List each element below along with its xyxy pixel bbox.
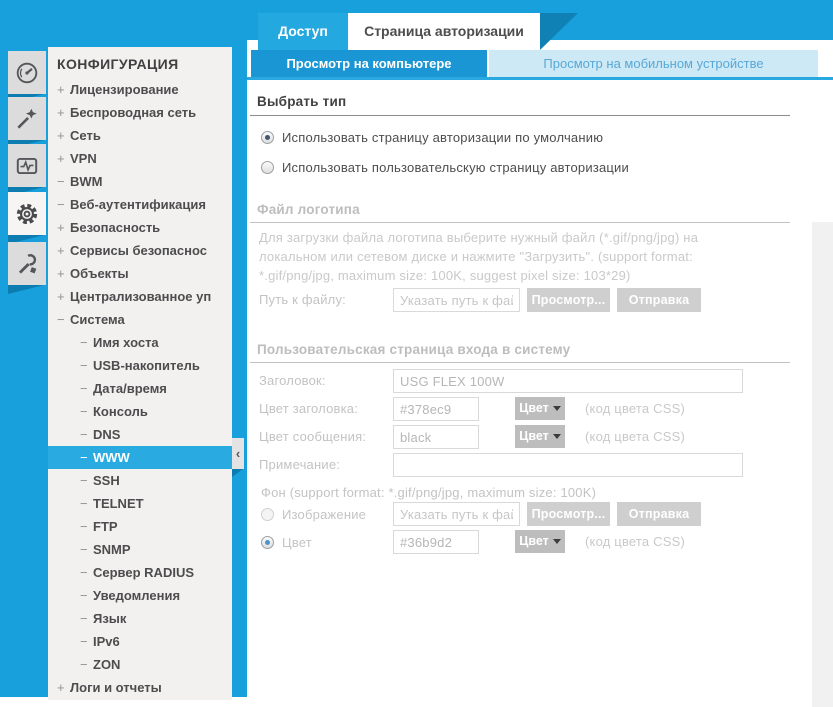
- sidebar-item-label: Дата/время: [93, 381, 167, 396]
- sidebar-item[interactable]: [48, 354, 232, 377]
- subtab-desktop-view[interactable]: Просмотр на компьютере: [251, 50, 487, 77]
- sidebar-item-label: VPN: [70, 151, 97, 166]
- dropdown-arrow-icon: [553, 539, 561, 544]
- upload-button[interactable]: Отправка: [617, 288, 701, 312]
- sidebar-item[interactable]: [48, 216, 232, 239]
- option-custom-auth-page[interactable]: [261, 160, 629, 175]
- sidebar-item[interactable]: [48, 400, 232, 423]
- option-label: Использовать пользовательскую страницу авторизации: [282, 160, 629, 175]
- expand-collapse-icon[interactable]: +: [57, 243, 65, 258]
- sidebar-item[interactable]: [48, 285, 232, 308]
- sidebar-item[interactable]: [48, 331, 232, 354]
- sidebar-item-label: Сервер RADIUS: [93, 565, 194, 580]
- background-color-input[interactable]: [393, 530, 479, 554]
- sidebar-item-label: Объекты: [70, 266, 129, 281]
- tab-auth-page[interactable]: Страница авторизации: [348, 13, 540, 50]
- expand-collapse-icon[interactable]: −: [80, 335, 88, 350]
- expand-collapse-icon[interactable]: +: [57, 151, 65, 166]
- nav-tile-monitor[interactable]: [8, 144, 46, 187]
- expand-collapse-icon[interactable]: +: [57, 266, 65, 281]
- sidebar-item-label: SNMP: [93, 542, 131, 557]
- magic-wand-icon: [14, 106, 40, 132]
- nav-tile-configuration[interactable]: [8, 192, 46, 235]
- sidebar-item[interactable]: [48, 676, 232, 699]
- expand-collapse-icon[interactable]: −: [80, 358, 88, 373]
- sidebar-item-label: Беспроводная сеть: [70, 105, 197, 120]
- sidebar-item-label: ZON: [93, 657, 121, 672]
- sidebar-item-selected[interactable]: [48, 446, 232, 469]
- sidebar-item[interactable]: [48, 492, 232, 515]
- maintenance-icon: [14, 251, 40, 277]
- sidebar-menu: [48, 47, 232, 700]
- option-background-image[interactable]: [261, 507, 366, 522]
- sidebar-item[interactable]: [48, 584, 232, 607]
- sidebar-item-label: Консоль: [93, 404, 148, 419]
- option-label: Цвет: [282, 535, 312, 550]
- radio-background-color-selected[interactable]: [261, 536, 274, 549]
- expand-collapse-icon[interactable]: −: [57, 312, 65, 327]
- sidebar-item[interactable]: [48, 469, 232, 492]
- sidebar-item[interactable]: [48, 170, 232, 193]
- option-default-auth-page[interactable]: [261, 130, 603, 145]
- background-color-picker-button[interactable]: Цвет: [515, 530, 565, 553]
- sidebar-item-label: TELNET: [93, 496, 144, 511]
- title-color-label: Цвет заголовка:: [259, 401, 359, 416]
- gear-icon: [13, 200, 41, 228]
- section-divider: [250, 115, 790, 116]
- sidebar-item-label: Безопасность: [70, 220, 161, 235]
- radio-background-image[interactable]: [261, 508, 274, 521]
- expand-collapse-icon[interactable]: −: [80, 565, 88, 580]
- note-label: Примечание:: [259, 457, 341, 472]
- expand-collapse-icon[interactable]: +: [57, 128, 65, 143]
- sidebar-item-label: Система: [70, 312, 125, 327]
- sidebar-item[interactable]: [48, 653, 232, 676]
- sidebar-item-label: Веб-аутентификация: [70, 197, 206, 212]
- sidebar-item[interactable]: [48, 630, 232, 653]
- sidebar-item[interactable]: [48, 377, 232, 400]
- sidebar-item[interactable]: [48, 124, 232, 147]
- expand-collapse-icon[interactable]: +: [57, 105, 65, 120]
- sidebar-item-label: Централизованное уп: [70, 289, 212, 304]
- tab-access[interactable]: Доступ: [258, 13, 348, 50]
- sidebar-item-label: IPv6: [93, 634, 120, 649]
- section-select-type-title: Выбрать тип: [257, 94, 347, 109]
- chevron-left-icon: ‹: [235, 446, 241, 461]
- expand-collapse-icon[interactable]: −: [80, 381, 88, 396]
- sidebar-item[interactable]: [48, 607, 232, 630]
- section-divider: [250, 362, 790, 363]
- sidebar-item[interactable]: [48, 147, 232, 170]
- expand-collapse-icon[interactable]: +: [57, 82, 65, 97]
- page-title-input[interactable]: [393, 369, 743, 393]
- expand-collapse-icon[interactable]: −: [80, 588, 88, 603]
- expand-collapse-icon[interactable]: −: [80, 519, 88, 534]
- expand-collapse-icon[interactable]: +: [57, 680, 65, 695]
- browse-button[interactable]: Просмотр...: [527, 502, 610, 526]
- expand-collapse-icon[interactable]: −: [80, 542, 88, 557]
- expand-collapse-icon[interactable]: −: [57, 197, 65, 212]
- option-background-color[interactable]: [261, 535, 312, 550]
- message-color-input[interactable]: [393, 425, 479, 449]
- sidebar-item-list: [48, 78, 232, 699]
- expand-collapse-icon[interactable]: −: [80, 427, 88, 442]
- browse-button[interactable]: Просмотр...: [527, 288, 610, 312]
- sidebar-item-label: BWM: [70, 174, 103, 189]
- sidebar-collapse-button[interactable]: [232, 438, 244, 469]
- sidebar-item-label: Имя хоста: [93, 335, 159, 350]
- sidebar-item-label: Лицензирование: [70, 82, 179, 97]
- css-code-note: (код цвета CSS): [585, 534, 686, 549]
- sidebar-item[interactable]: [48, 193, 232, 216]
- sidebar-item[interactable]: [48, 423, 232, 446]
- sidebar-title: КОНФИГУРАЦИЯ: [57, 56, 179, 72]
- monitor-pulse-icon: [14, 153, 40, 179]
- expand-collapse-icon[interactable]: −: [80, 496, 88, 511]
- main-content: [247, 80, 833, 707]
- expand-collapse-icon[interactable]: −: [80, 450, 88, 465]
- background-image-path-input[interactable]: [393, 502, 520, 526]
- nav-tile-dashboard[interactable]: [8, 51, 46, 94]
- expand-collapse-icon[interactable]: −: [57, 174, 65, 189]
- nav-tile-wizard[interactable]: [8, 97, 46, 140]
- title-color-picker-button[interactable]: Цвет: [515, 397, 565, 420]
- title-color-input[interactable]: [393, 397, 479, 421]
- logo-file-description: Для загрузки файла логотипа выберите нужный файл (*.gif/png/jpg) на локальном или сетевом диске и нажмите "Загрузить". (support format: *.gif/png/jpg, maximum size: 100K, suggest pixel size: 103*29): [259, 230, 699, 283]
- file-path-label: Путь к файлу:: [259, 292, 346, 307]
- collapse-fold-shadow: [232, 469, 243, 477]
- sidebar-item-label: Сеть: [70, 128, 101, 143]
- tab-fold-shadow: [540, 13, 578, 50]
- background-label: Фон (support format: *.gif/png/jpg, maximum size: 100K): [261, 485, 597, 500]
- option-label: Изображение: [282, 507, 367, 522]
- expand-collapse-icon[interactable]: −: [80, 657, 88, 672]
- sidebar-item[interactable]: [48, 262, 232, 285]
- message-color-picker-button[interactable]: Цвет: [515, 425, 565, 448]
- css-code-note: (код цвета CSS): [585, 401, 686, 416]
- sidebar-item[interactable]: [48, 78, 232, 101]
- logo-file-path-input[interactable]: [393, 288, 520, 312]
- upload-button[interactable]: Отправка: [617, 502, 701, 526]
- nav-tile-maintenance[interactable]: [8, 242, 46, 285]
- dropdown-arrow-icon: [553, 434, 561, 439]
- sidebar-item-label: USB-накопитель: [93, 358, 200, 373]
- sidebar-item-label: DNS: [93, 427, 121, 442]
- sidebar-item-label: SSH: [93, 473, 120, 488]
- gauge-icon: [14, 60, 40, 86]
- sidebar-item-label: WWW: [93, 450, 130, 465]
- sidebar-item-label: Сервисы безопаснос: [70, 243, 207, 258]
- expand-collapse-icon[interactable]: +: [57, 289, 65, 304]
- expand-collapse-icon[interactable]: −: [80, 634, 88, 649]
- section-logo-file-title: Файл логотипа: [257, 202, 360, 217]
- note-input[interactable]: [393, 453, 743, 477]
- expand-collapse-icon[interactable]: −: [80, 611, 88, 626]
- sidebar-item-label: Язык: [93, 611, 127, 626]
- sidebar-item[interactable]: [48, 538, 232, 561]
- page-title-label: Заголовок:: [259, 373, 326, 388]
- sidebar-item-label: Логи и отчеты: [70, 680, 162, 695]
- message-color-label: Цвет сообщения:: [259, 429, 367, 444]
- radio-default-auth-selected[interactable]: [261, 131, 274, 144]
- sidebar-item[interactable]: [48, 101, 232, 124]
- radio-custom-auth[interactable]: [261, 161, 274, 174]
- option-label: Использовать страницу авторизации по умолчанию: [282, 130, 604, 145]
- expand-collapse-icon[interactable]: −: [80, 404, 88, 419]
- css-code-note: (код цвета CSS): [585, 429, 686, 444]
- sidebar-item[interactable]: [48, 308, 232, 331]
- dropdown-arrow-icon: [553, 406, 561, 411]
- sidebar-item[interactable]: [48, 561, 232, 584]
- sidebar-item[interactable]: [48, 239, 232, 262]
- expand-collapse-icon[interactable]: +: [57, 220, 65, 235]
- subtab-mobile-view[interactable]: Просмотр на мобильном устройстве: [489, 50, 818, 77]
- section-custom-page-title: Пользовательская страница входа в систему: [257, 342, 571, 357]
- expand-collapse-icon[interactable]: −: [80, 473, 88, 488]
- sidebar-item-label: FTP: [93, 519, 118, 534]
- sidebar-item[interactable]: [48, 515, 232, 538]
- section-divider: [250, 222, 790, 223]
- sidebar-item-label: Уведомления: [93, 588, 181, 603]
